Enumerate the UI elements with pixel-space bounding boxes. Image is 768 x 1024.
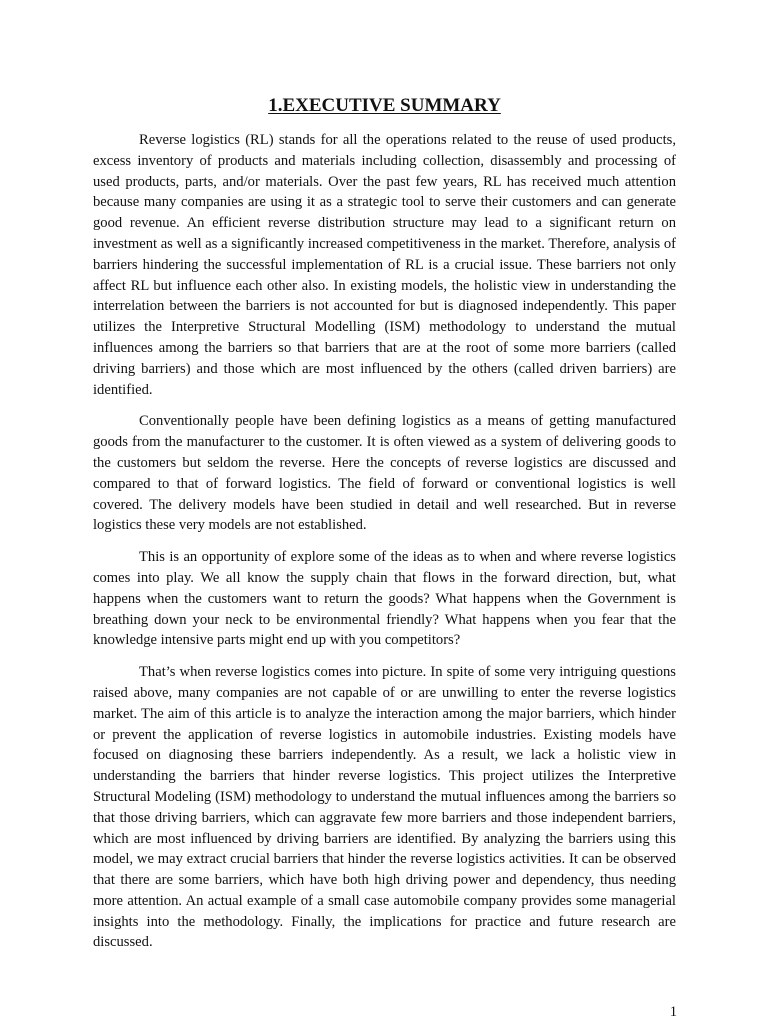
section-title: 1.EXECUTIVE SUMMARY xyxy=(268,95,501,116)
paragraph-3: This is an opportunity of explore some of the ideas as to when and where reverse logistics comes into play. We all know the supply chain that flows in the forward direction, but, what happens when the customers want to return the goods? What happens when the Government is breathing down your neck to be environmental friendly? What happens when you fear that the knowledge intensive parts might end up with you competitors? xyxy=(93,549,676,649)
paragraph-2: Conventionally people have been defining logistics as a means of getting manufactured goods from the manufacturer to the customer. It is often viewed as a system of delivering goods to the customers but seldom the reverse. Here the concepts of reverse logistics are discussed and compared to that of forward logistics. The field of forward or conventional logistics is well covered. The delivery models have been studied in detail and well researched. But in reverse logistics these very models are not established. xyxy=(93,413,676,534)
paragraph-4: That’s when reverse logistics comes into picture. In spite of some very intriguing questions raised above, many companies are not capable of or are unwilling to enter the reverse logistics market. The aim of this article is to analyze the interaction among the major barriers, which hinder or prevent the application of reverse logistics in automobile industries. Existing models have focused on diagnosing these barriers independently. As a result, we lack a holistic view in understanding the barriers that hinder reverse logistics. This project utilizes the Interpretive Structural Modeling (ISM) methodology to understand the mutual influences among the barriers so that those driving barriers, which can aggravate few more barriers and those independent barriers, which are most influenced by driving barriers are identified. By analyzing the barriers using this model, we may extract crucial barriers that hinder the reverse logistics activities. It can be observed that there are some barriers, which have both high driving power and dependency, thus needing more attention. An actual example of a small case automobile company provides some managerial insights into the methodology. Finally, the implications for practice and future research are discussed. xyxy=(93,664,676,951)
paragraph-1: Reverse logistics (RL) stands for all the operations related to the reuse of used products, excess inventory of products and materials including collection, disassembly and processing of used products, parts, and/or materials. Over the past few years, RL has received much attention because many companies are using it as a strategic tool to serve their customers and can generate good revenue. An efficient reverse distribution structure may lead to a significant return on investment as well as a significantly increased competitiveness in the market. Therefore, analysis of barriers hindering the successful implementation of RL is a crucial issue. These barriers not only affect RL but influence each other also. In existing models, the holistic view in understanding the interrelation between the barriers is not accounted for but is diagnosed independently. This paper utilizes the Interpretive Structural Modelling (ISM) methodology to understand the mutual influences among the barriers so that barriers that are at the root of some more barriers (called driving barriers) and those which are most influenced by the others (called driven barriers) are identified. xyxy=(93,132,676,398)
page-number: 1 xyxy=(669,1004,677,1020)
page-content xyxy=(93,94,676,964)
